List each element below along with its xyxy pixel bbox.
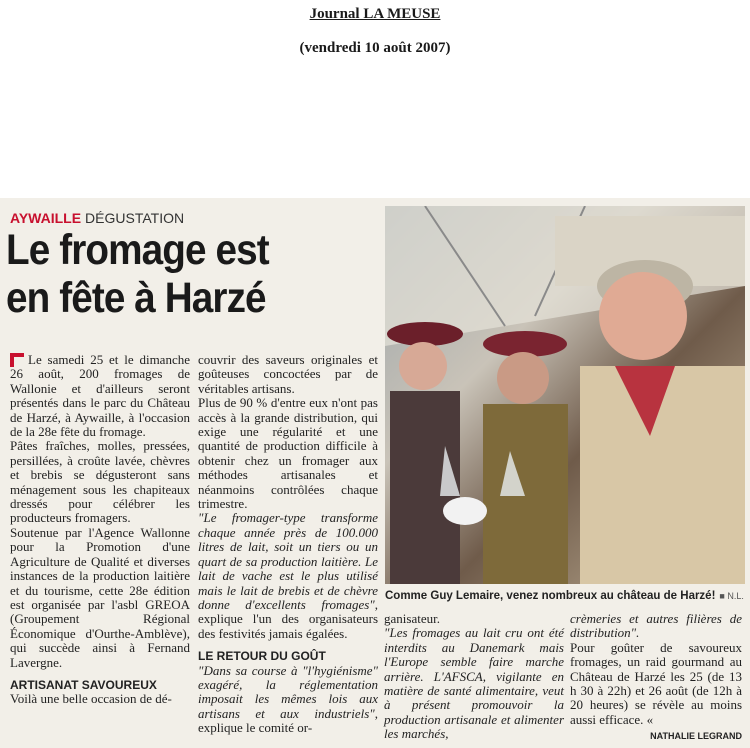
quote-raw-milk: "Les fromages au lait cru ont été interdits au Danemark mais l'Europe semble faire marche arrière. L'AFSCA, vigilante en matière de santé alimentaire, veut à présent promouvoir la production artisanale et alimenter les marchés, bbox=[384, 625, 564, 742]
rubric-section: DÉGUSTATION bbox=[85, 210, 185, 226]
paragraph-distribution: Plus de 90 % d'entre eux n'ont pas accès à la grande distribution, qui exige une régularité et une quantité de production difficile à obtenir chez un fromager aux méthodes artisanales et néanmoins contrôlées chaque trimestre. bbox=[198, 395, 378, 512]
article-column-4 bbox=[570, 612, 742, 744]
photo-caption bbox=[385, 590, 745, 602]
headline bbox=[6, 226, 348, 322]
intro-text: Le samedi 25 et le dimanche 26 août, 200 fromages de Wallonie et d'ailleurs seront présentés dans le parc du Château de Harzé, à Aywaille, à l'occasion de la 28e fête du fromage. bbox=[10, 352, 190, 440]
hygiene-attribution: , explique le comité or- bbox=[198, 705, 378, 736]
article-photo bbox=[385, 206, 745, 584]
subhead-artisanat: ARTISANAT SAVOUREUX bbox=[10, 677, 157, 692]
author-signature: NATHALIE LEGRAND bbox=[650, 731, 742, 742]
quote-hygiene: "Dans sa course à "l'hygiénisme" exagéré, la réglementation imposait les mêmes lois aux artisans et aux industriels" bbox=[198, 662, 378, 721]
quote-cheesemaker: "Le fromager-type transforme chaque année près de 100.000 litres de lait, soit un tiers ou un quart de sa production laitière. Le lait de vache est le plus utilisé mais le lait de brebis et de chèvre donne d'excellents fromages" bbox=[198, 510, 378, 612]
article-column-2 bbox=[198, 353, 378, 736]
article-column-1 bbox=[10, 353, 190, 707]
paragraph-flavours: couvrir des saveurs originales et goûteuses concoctées par de véritables artisans. bbox=[198, 352, 378, 396]
paragraph-hygiene bbox=[198, 664, 378, 736]
subhead-retour: LE RETOUR DU GOÛT bbox=[198, 649, 326, 664]
paragraph-organizers: Soutenue par l'Agence Wallonne pour la Promotion d'une Agriculture de Qualité et diverses instances de la production laitière et du tourisme, cette 28e édition est organisée par l'asbl GREOA (Groupement Régional Économique d'Ourthe-Amblève), qui succède ainsi à Fernand Lavergne. bbox=[10, 524, 190, 670]
paragraph-cheese-types: Pâtes fraîches, molles, pressées, persillées, à croûte lavée, chèvres et brebis se dégusteront sans ménagement sous les chapiteaux dressés pour célébrer les producteurs fromagers. bbox=[10, 438, 190, 526]
intro-marker bbox=[10, 353, 24, 367]
rubric-location: AYWAILLE bbox=[10, 210, 82, 226]
journal-name: Journal LA MEUSE bbox=[309, 6, 441, 22]
headline-line-1: Le fromage est bbox=[6, 226, 269, 274]
headline-line-2: en fête à Harzé bbox=[6, 274, 266, 322]
quote-continuation: crèmeries et autres filières de distribution". bbox=[570, 611, 742, 641]
caption-credit: ■ N.L. bbox=[719, 591, 744, 601]
paragraph-occasion: Voilà une belle occasion de dé- bbox=[10, 691, 172, 707]
paragraph-continuation: ganisateur. bbox=[384, 611, 440, 626]
intro-paragraph bbox=[10, 353, 190, 439]
publication-date: (vendredi 10 août 2007) bbox=[299, 40, 451, 56]
caption-text: Comme Guy Lemaire, venez nombreux au château de Harzé! bbox=[385, 590, 716, 602]
quote-attribution: , explique l'un des organisateurs des festivités jamais égalées. bbox=[198, 596, 378, 641]
photo-illustration bbox=[385, 206, 745, 584]
rubric bbox=[10, 210, 184, 226]
paragraph-quote-cheesemaker bbox=[198, 511, 378, 641]
paragraph-schedule: Pour goûter de savoureux fromages, un raid gourmand au Château de Harzé les 25 (de 13 h 30 à 22h) et 26 août (de 12h à 20 heures) se révèle au moins aussi efficace. « bbox=[570, 639, 742, 727]
article-column-3 bbox=[384, 612, 564, 742]
